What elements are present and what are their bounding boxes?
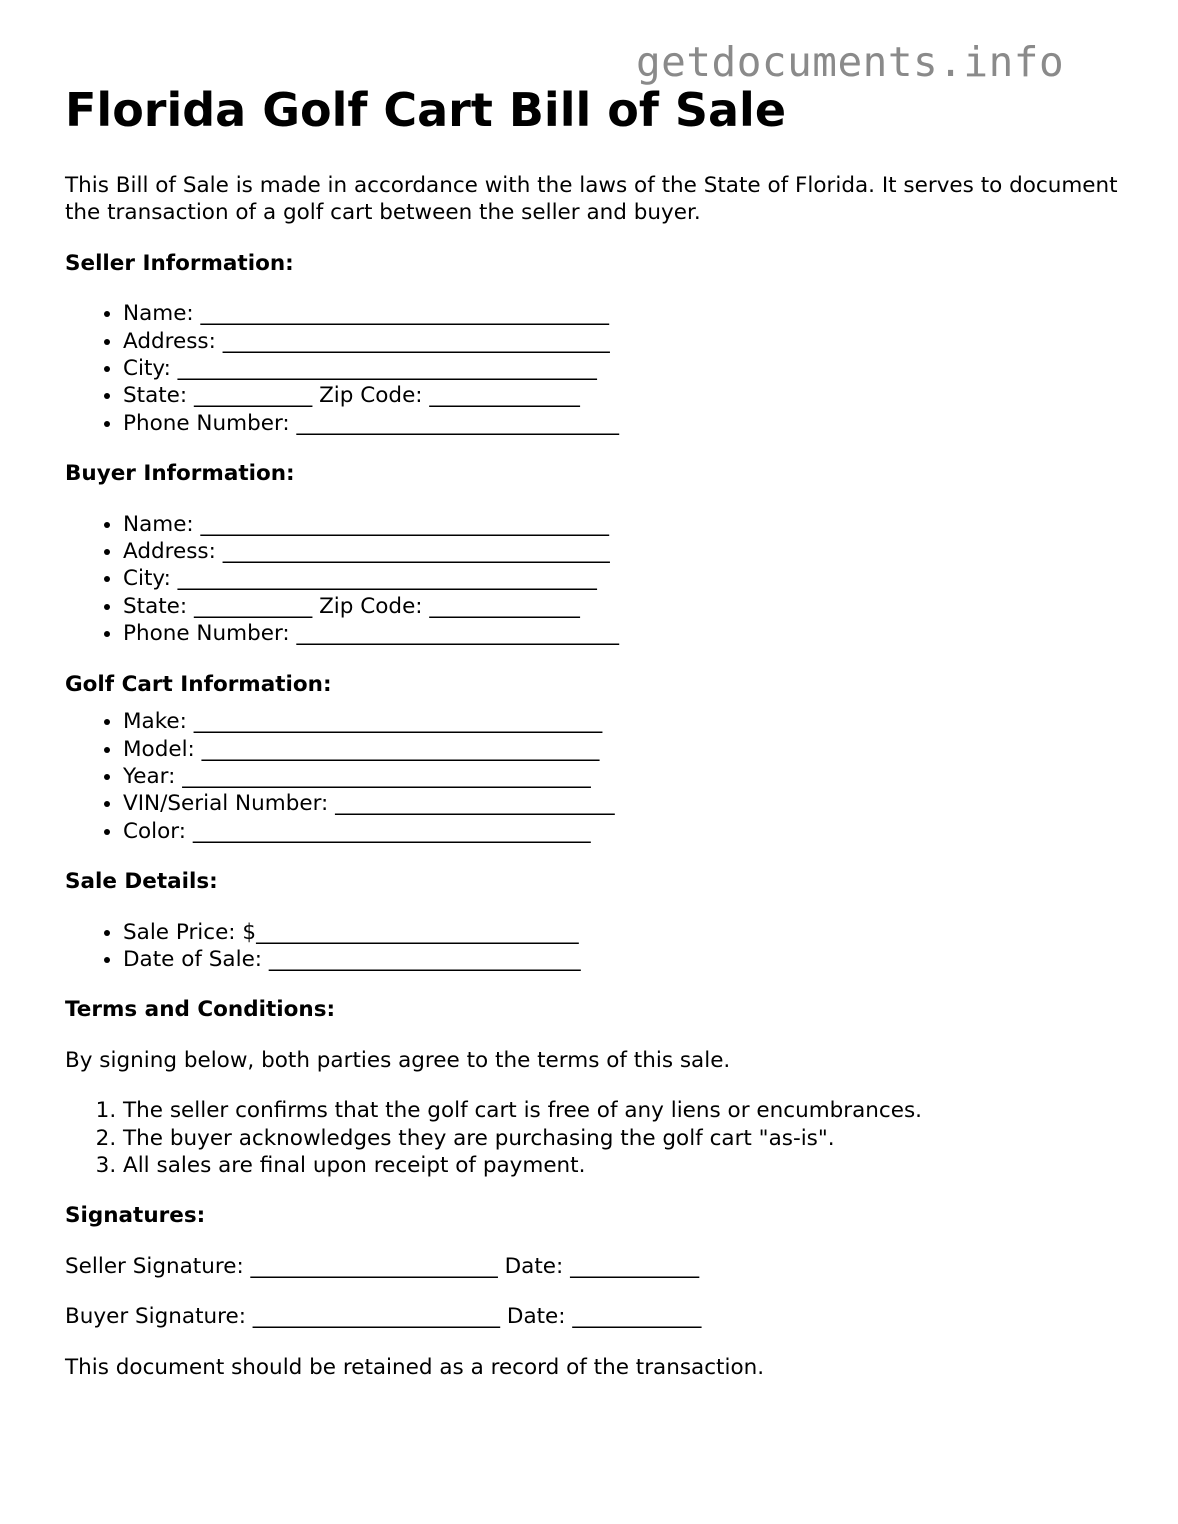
terms-lead: By signing below, both parties agree to the terms of this sale. — [65, 1047, 731, 1073]
seller-state-zip-field[interactable]: • State: ___________ Zip Code: ______________ — [123, 382, 1125, 409]
seller-list — [65, 300, 1125, 437]
intro-paragraph: This Bill of Sale is made in accordance with the laws of the State of Florida. It serves to document the transaction of a golf cart between the seller and buyer. — [65, 173, 1118, 226]
watermark: getdocuments.info — [636, 38, 1065, 86]
buyer-signature-line[interactable]: Buyer Signature: _______________________ Date: ____________ — [65, 1304, 702, 1330]
sale-heading: Sale Details: — [65, 869, 218, 895]
buyer-phone-field[interactable]: • Phone Number: ______________________________ — [123, 620, 1125, 647]
cart-model-field[interactable]: • Model: _____________________________________ — [123, 736, 1125, 763]
terms-heading: Terms and Conditions: — [65, 997, 336, 1023]
sale-price-field[interactable]: • Sale Price: $______________________________ — [123, 919, 1125, 946]
terms-item: 2. The buyer acknowledges they are purchasing the golf cart "as-is". — [123, 1125, 1125, 1152]
seller-signature-line[interactable]: Seller Signature: _______________________ Date: ____________ — [65, 1253, 700, 1279]
buyer-state-zip-field[interactable]: • State: ___________ Zip Code: ______________ — [123, 593, 1125, 620]
cart-vin-field[interactable]: • VIN/Serial Number: __________________________ — [123, 790, 1125, 817]
buyer-name-field[interactable]: • Name: ______________________________________ — [123, 511, 1125, 538]
document — [65, 82, 1125, 1381]
cart-list — [65, 708, 1125, 845]
terms-item: 1. The seller confirms that the golf cart is free of any liens or encumbrances. — [123, 1097, 1125, 1124]
cart-make-field[interactable]: • Make: ______________________________________ — [123, 708, 1125, 735]
buyer-heading: Buyer Information: — [65, 461, 295, 487]
seller-name-field[interactable]: • Name: ______________________________________ — [123, 300, 1125, 327]
cart-heading: Golf Cart Information: — [65, 671, 332, 697]
buyer-list — [65, 511, 1125, 648]
signatures-heading: Signatures: — [65, 1203, 206, 1229]
cart-year-field[interactable]: • Year: ______________________________________ — [123, 763, 1125, 790]
cart-color-field[interactable]: • Color: _____________________________________ — [123, 818, 1125, 845]
buyer-city-field[interactable]: • City: _______________________________________ — [123, 565, 1125, 592]
buyer-address-field[interactable]: • Address: ____________________________________ — [123, 538, 1125, 565]
page-title: Florida Golf Cart Bill of Sale — [65, 83, 787, 137]
seller-phone-field[interactable]: • Phone Number: ______________________________ — [123, 410, 1125, 437]
seller-heading: Seller Information: — [65, 250, 294, 276]
sale-date-field[interactable]: • Date of Sale: _____________________________ — [123, 946, 1125, 973]
footer-note: This document should be retained as a record of the transaction. — [65, 1354, 765, 1380]
terms-item: 3. All sales are final upon receipt of payment. — [123, 1152, 1125, 1179]
sale-list — [65, 919, 1125, 974]
terms-list — [65, 1097, 1125, 1179]
seller-city-field[interactable]: • City: _______________________________________ — [123, 355, 1125, 382]
seller-address-field[interactable]: • Address: ____________________________________ — [123, 328, 1125, 355]
